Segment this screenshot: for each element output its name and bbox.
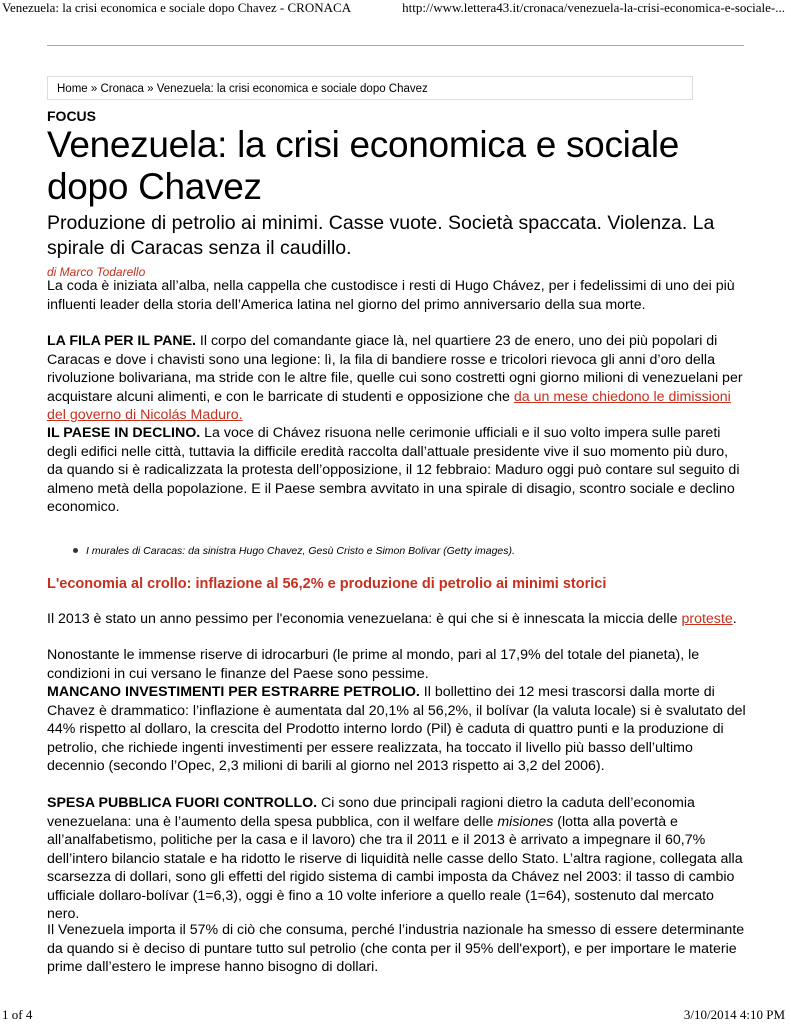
author-link[interactable]: di Marco Todarello	[47, 265, 146, 279]
print-header	[0, 0, 791, 16]
print-header-url: http://www.lettera43.it/cronaca/venezuela-la-crisi-economica-e-sociale-...	[402, 0, 785, 15]
paragraph-text: La voce di Chávez risuona nelle cerimonie ufficiali e il suo volto impera sulle pareti degli edifici nelle città, tuttavia la difficile eredità raccolta dall’attuale presidente vive il suo momento più duro, da quando si è radicalizzata la protesta dell’opposizione, il 12 febbraio: Maduro oggi può contare sul seguito di almeno metà della popolazione. E il Paese sembra avvitato in una spirale di disagio, scontro sociale e declino economico.	[47, 425, 740, 515]
section-lead: LA FILA PER IL PANE.	[47, 333, 196, 349]
paragraph-text: (lotta alla povertà e all’analfabetismo, politiche per la casa e il lavoro) che tra il 2011 e il 2013 è arrivato a impegnare il 60,7% dell’intero bilancio statale e ha ridotto le riserve di liquidità nelle casse dello Stato. L’altra ragione, collegata alla scarsezza di dollari, sono gli effetti del rigido sistema di cambi imposta da Chávez nel 2003: il tasso di cambio ufficiale dollaro-bolívar (1=6,3), oggi è fino a 10 volte inferiore a quello reale (1=64), sostenuto dal mercato nero.	[47, 813, 743, 922]
breadcrumb-separator: »	[143, 83, 157, 95]
paragraph-intro: La coda è iniziata all’alba, nella cappella che custodisce i resti di Hugo Chávez, per i fedelissimi di uno dei più influenti leader della storia dell’America latina nel giorno del primo anniversario della sua morte.	[47, 278, 735, 313]
article-kicker: FOCUS	[47, 108, 96, 124]
misiones-term: misiones	[497, 813, 554, 830]
breadcrumb-section-link[interactable]: Cronaca	[100, 83, 144, 95]
paragraph-text: Il corpo del comandante giace là, nel quartiere 23 de enero, uno dei più popolari di Caracas e dove i chavisti sono una legione: lì, la fila di bandiere rosse e tricolori rievoca gli anni d’oro della rivoluzione bolivariana, ma stride con le altre file, quelle cui sono costretti ogni giorno milioni di venezuelani per acquistare alcuni alimenti, e con le barricate di studenti e opposizione che	[47, 333, 743, 405]
breadcrumb	[47, 76, 693, 100]
image-caption: I murales di Caracas: da sinistra Hugo Chavez, Gesù Cristo e Simon Bolivar (Getty images).	[86, 545, 515, 557]
breadcrumb-separator: »	[87, 83, 101, 95]
breadcrumb-current: Venezuela: la crisi economica e sociale dopo Chavez	[156, 83, 428, 95]
section-heading: L'economia al crollo: inflazione al 56,2% e produzione di petrolio ai minimi storici	[47, 576, 607, 592]
article-title: Venezuela: la crisi economica e sociale dopo Chavez	[47, 124, 680, 207]
paragraph-text: Il 2013 è stato un anno pessimo per l'economia venezuelana: è qui che si è innescata la miccia delle	[47, 611, 682, 627]
print-footer-page: 1 of 4	[2, 1007, 33, 1022]
section-lead: IL PAESE IN DECLINO.	[47, 425, 201, 441]
paragraph-spesa-pubblica	[47, 794, 747, 924]
paragraph-fila-pane	[47, 332, 747, 425]
section-lead: MANCANO INVESTIMENTI PER ESTRARRE PETROLIO.	[47, 684, 420, 700]
section-lead: SPESA PUBBLICA FUORI CONTROLLO.	[47, 795, 318, 811]
paragraph-text: Ci sono due principali ragioni dietro la caduta dell’economia venezuelana: una è l’aumento della spesa pubblica, con il welfare delle	[47, 795, 695, 830]
article-subtitle: Produzione di petrolio ai minimi. Casse vuote. Società spaccata. Violenza. La spirale di Caracas senza il caudillo.	[47, 212, 715, 259]
paragraph-text: .	[732, 611, 737, 627]
maduro-dimissioni-link[interactable]: da un mese chiedono le dimissioni del governo di Nicolás Maduro.	[47, 388, 731, 423]
breadcrumb-home-link[interactable]: Home	[57, 83, 88, 95]
paragraph-2013	[47, 610, 747, 629]
paragraph-riserve: Nonostante le immense riserve di idrocarburi (le prime al mondo, pari al 17,9% del totale del pianeta), le condizioni in cui versano le finanze del Paese sono pessime.	[47, 647, 700, 682]
print-header-title: Venezuela: la crisi economica e sociale dopo Chavez - CRONACA	[2, 0, 352, 15]
caption-bullet-icon	[73, 548, 78, 553]
paragraph-text: Il bollettino dei 12 mesi trascorsi dalla morte di Chavez è drammatico: l’inflazione è aumentata dal 20,1% al 56,2%, il bolívar (la valuta locale) si è svalutato del 44% rispetto al dollaro, la crescita del Prodotto interno lordo (Pil) è caduta di quattro punti e la produzione di petrolio, che richiede ingenti investimenti per essere realizzata, ha toccato il livello più basso dell’ultimo decennio (secondo l’Opec, 2,3 milioni di barili al giorno nel 2013 rispetto ai 3,2 del 2006).	[47, 684, 746, 774]
print-footer	[0, 1007, 791, 1023]
paragraph-investimenti	[47, 683, 747, 776]
print-footer-datetime: 3/10/2014 4:10 PM	[683, 1007, 785, 1022]
header-divider	[47, 45, 744, 46]
paragraph-paese-declino	[47, 424, 747, 517]
proteste-link[interactable]: proteste	[681, 611, 733, 627]
paragraph-importa: Il Venezuela importa il 57% di ciò che consuma, perché l’industria nazionale ha smesso di essere determinante da quando si è deciso di puntare tutto sul petrolio (che conta per il 95% dell'export), e per importare le materie prime dall’estero le imprese hanno bisogno di dollari.	[47, 922, 745, 975]
